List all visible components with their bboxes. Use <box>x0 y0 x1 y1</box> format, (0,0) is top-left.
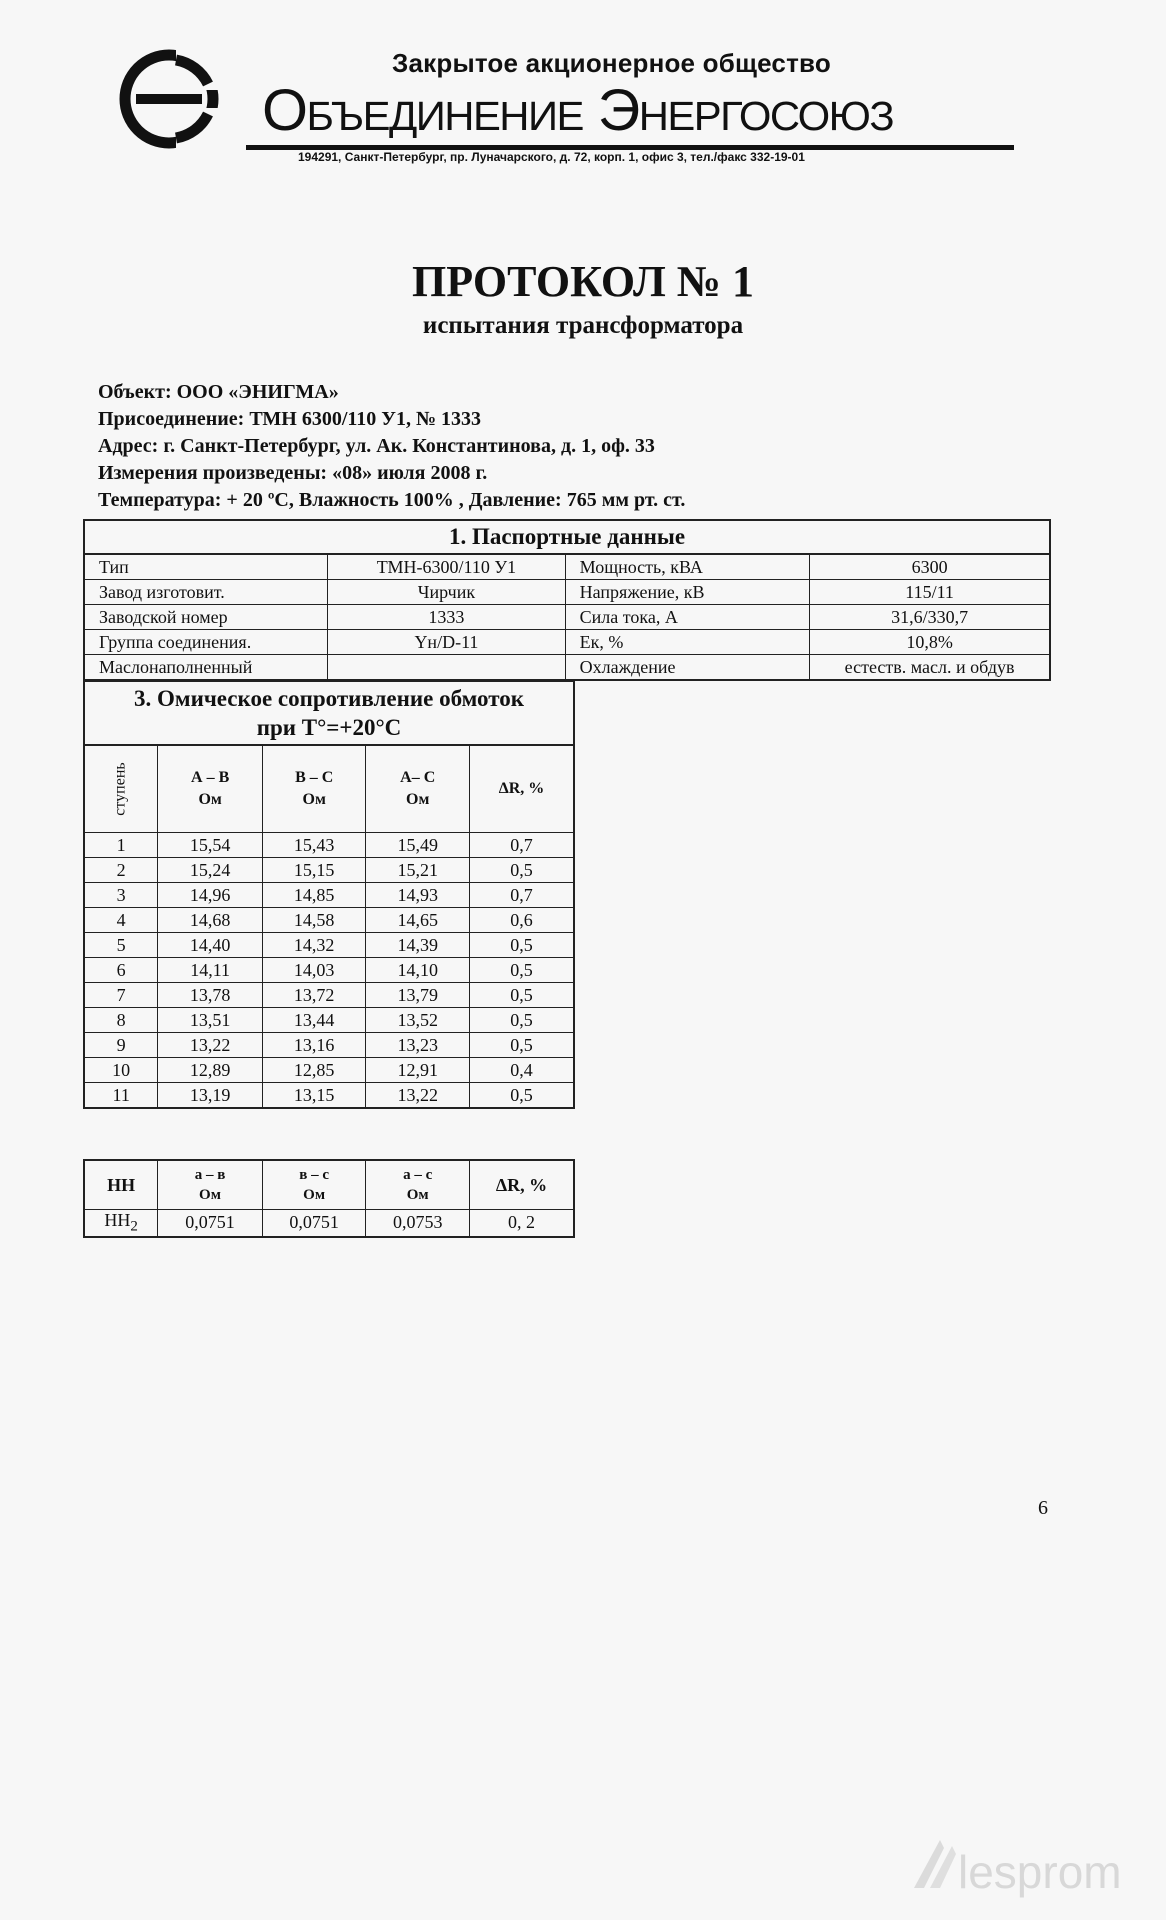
ac-header <box>366 745 470 833</box>
passport-value: 115/11 <box>810 580 1050 605</box>
ab-header <box>158 1160 263 1210</box>
ohm-caption-line2: при Т°=+20°С <box>256 715 402 740</box>
ohm-cell-n: 6 <box>84 958 158 983</box>
bc-header <box>262 1160 366 1210</box>
passport-value: 10,8% <box>810 630 1050 655</box>
ohm-cell-ab: 13,51 <box>158 1008 263 1033</box>
ohm-cell-dr: 0,6 <box>470 908 575 933</box>
nn-header: НН <box>84 1160 158 1210</box>
unit-label: Ом <box>302 791 326 808</box>
ohm-cell-ab: 14,68 <box>158 908 263 933</box>
table-row <box>84 1033 574 1058</box>
ohm-cell-n: 5 <box>84 933 158 958</box>
ohm-cell-n: 11 <box>84 1083 158 1109</box>
table-row <box>84 630 1050 655</box>
unit-label: Ом <box>406 1187 429 1203</box>
ohm-cell-bc: 13,16 <box>262 1033 366 1058</box>
passport-value: Yн/D-11 <box>328 630 565 655</box>
bc-header <box>262 745 366 833</box>
passport-value: ТМН-6300/110 У1 <box>328 554 565 580</box>
ac-header-label: а – с <box>403 1167 433 1183</box>
passport-value: Чирчик <box>328 580 565 605</box>
passport-label: Охлаждение <box>565 655 809 681</box>
ohm-cell-ac: 15,21 <box>366 858 470 883</box>
ohm-cell-ac: 13,79 <box>366 983 470 1008</box>
ohm-cell-ac: 12,91 <box>366 1058 470 1083</box>
ohm-cell-ab: 15,54 <box>158 833 263 858</box>
company-logo-icon <box>116 46 222 152</box>
table-row <box>84 908 574 933</box>
table-row <box>84 833 574 858</box>
ohm-cell-n: 10 <box>84 1058 158 1083</box>
ohm-cell-n: 9 <box>84 1033 158 1058</box>
info-conditions: Температура: + 20 ºС, Влажность 100% , Давление: 765 мм рт. ст. <box>98 489 686 511</box>
step-header <box>84 745 158 833</box>
nn-bc-value: 0,0751 <box>262 1210 366 1237</box>
ohm-cell-bc: 13,72 <box>262 983 366 1008</box>
table-row <box>84 858 574 883</box>
table-row <box>84 958 574 983</box>
passport-label: Сила тока, А <box>565 605 809 630</box>
ohm-cell-dr: 0,7 <box>470 833 575 858</box>
table-row <box>84 1210 574 1237</box>
ohm-cell-ac: 15,49 <box>366 833 470 858</box>
nn-row-label <box>84 1210 158 1237</box>
nn-subscript: 2 <box>130 1218 138 1235</box>
ohm-cell-n: 7 <box>84 983 158 1008</box>
ohm-cell-n: 4 <box>84 908 158 933</box>
company-name: Объединение Энергосоюз <box>262 78 894 143</box>
ohm-cell-ab: 12,89 <box>158 1058 263 1083</box>
passport-value: 6300 <box>810 554 1050 580</box>
info-connection: Присоединение: ТМН 6300/110 У1, № 1333 <box>98 408 482 430</box>
step-header-label: ступень <box>112 762 130 816</box>
table-row <box>84 554 1050 580</box>
document-subtitle: испытания трансформатора <box>422 312 744 339</box>
ohm-cell-bc: 15,15 <box>262 858 366 883</box>
ab-header-label: А – В <box>191 769 230 786</box>
unit-label: Ом <box>198 791 222 808</box>
ohm-cell-dr: 0,5 <box>470 1033 575 1058</box>
passport-value: 31,6/330,7 <box>810 605 1050 630</box>
table-row <box>84 1058 574 1083</box>
ohm-cell-dr: 0,5 <box>470 933 575 958</box>
info-address: Адрес: г. Санкт-Петербург, ул. Ак. Константинова, д. 1, оф. 33 <box>98 435 655 457</box>
passport-value: 1333 <box>328 605 565 630</box>
nn-dr-value: 0, 2 <box>470 1210 574 1237</box>
ohm-cell-ac: 14,65 <box>366 908 470 933</box>
ohm-cell-dr: 0,5 <box>470 958 575 983</box>
unit-label: Ом <box>199 1187 221 1203</box>
dr-header: ΔR, % <box>470 1160 574 1210</box>
table-row <box>84 655 1050 681</box>
ohm-caption <box>84 681 574 745</box>
table-row <box>84 883 574 908</box>
passport-label: Мощность, кВА <box>565 554 809 580</box>
ohm-cell-bc: 13,15 <box>262 1083 366 1109</box>
ohm-cell-ab: 14,11 <box>158 958 263 983</box>
ohm-cell-bc: 12,85 <box>262 1058 366 1083</box>
table-row <box>84 580 1050 605</box>
ohm-cell-ab: 14,96 <box>158 883 263 908</box>
table-row <box>84 1083 574 1109</box>
ohm-cell-ab: 13,22 <box>158 1033 263 1058</box>
company-type: Закрытое акционерное общество <box>392 48 831 78</box>
ohm-cell-dr: 0,7 <box>470 883 575 908</box>
ohm-cell-ac: 14,39 <box>366 933 470 958</box>
ohm-caption-line1: 3. Омическое сопротивление обмоток <box>134 686 524 711</box>
table-row <box>84 983 574 1008</box>
nn-ac-value: 0,0753 <box>366 1210 470 1237</box>
passport-label: Завод изготовит. <box>84 580 328 605</box>
bc-header-label: в – с <box>299 1167 329 1183</box>
unit-label: Ом <box>406 791 430 808</box>
info-block <box>98 379 685 514</box>
ac-header <box>366 1160 470 1210</box>
ohm-cell-dr: 0,5 <box>470 1083 575 1109</box>
ohm-cell-bc: 14,58 <box>262 908 366 933</box>
ohm-cell-ab: 13,78 <box>158 983 263 1008</box>
company-address: 194291, Санкт-Петербург, пр. Луначарского, д. 72, корп. 1, офис 3, тел./факс 332-19-01 <box>298 150 805 164</box>
ohm-cell-ac: 13,22 <box>366 1083 470 1109</box>
passport-label: Группа соединения. <box>84 630 328 655</box>
ab-header-label: а – в <box>194 1167 226 1183</box>
page-number: 6 <box>1038 1497 1048 1519</box>
table-row <box>84 605 1050 630</box>
ohm-cell-dr: 0,5 <box>470 858 575 883</box>
info-measured: Измерения произведены: «08» июля 2008 г. <box>98 462 488 484</box>
ohm-cell-ab: 14,40 <box>158 933 263 958</box>
ohm-cell-n: 3 <box>84 883 158 908</box>
lv-resistance-table <box>83 1159 575 1238</box>
ohmic-resistance-table <box>83 680 575 1109</box>
nn-label: НН <box>104 1210 131 1230</box>
ohm-cell-dr: 0,4 <box>470 1058 575 1083</box>
ohm-cell-n: 1 <box>84 833 158 858</box>
passport-label: Напряжение, кВ <box>565 580 809 605</box>
passport-caption: 1. Паспортные данные <box>84 520 1050 554</box>
passport-label: Маслонаполненный <box>84 655 328 681</box>
ohm-cell-ab: 15,24 <box>158 858 263 883</box>
table-row <box>84 1008 574 1033</box>
passport-value <box>328 655 565 681</box>
watermark-logo-icon <box>900 1826 1150 1906</box>
ohm-cell-dr: 0,5 <box>470 983 575 1008</box>
ac-header-label: А– С <box>400 769 436 786</box>
passport-value: естеств. масл. и обдув <box>810 655 1050 681</box>
ohm-cell-bc: 14,85 <box>262 883 366 908</box>
ohm-cell-ac: 13,23 <box>366 1033 470 1058</box>
ohm-cell-n: 2 <box>84 858 158 883</box>
document-title: ПРОТОКОЛ № 1 <box>412 257 754 306</box>
ohm-cell-n: 8 <box>84 1008 158 1033</box>
ohm-cell-dr: 0,5 <box>470 1008 575 1033</box>
ohm-cell-ac: 14,10 <box>366 958 470 983</box>
info-object: Объект: ООО «ЭНИГМА» <box>98 381 339 403</box>
ohm-cell-bc: 14,32 <box>262 933 366 958</box>
passport-label: Тип <box>84 554 328 580</box>
passport-label: Заводской номер <box>84 605 328 630</box>
table-row <box>84 933 574 958</box>
dr-header: ΔR, % <box>470 745 575 833</box>
ohm-cell-bc: 14,03 <box>262 958 366 983</box>
ohm-cell-ab: 13,19 <box>158 1083 263 1109</box>
bc-header-label: В – С <box>295 769 334 786</box>
ohm-cell-ac: 13,52 <box>366 1008 470 1033</box>
passport-label: Ек, % <box>565 630 809 655</box>
ohm-cell-bc: 15,43 <box>262 833 366 858</box>
ab-header <box>158 745 263 833</box>
watermark-text: lesprom <box>958 1846 1122 1898</box>
passport-table <box>83 519 1051 681</box>
ohm-cell-bc: 13,44 <box>262 1008 366 1033</box>
nn-ab-value: 0,0751 <box>158 1210 263 1237</box>
unit-label: Ом <box>303 1187 326 1203</box>
ohm-cell-ac: 14,93 <box>366 883 470 908</box>
